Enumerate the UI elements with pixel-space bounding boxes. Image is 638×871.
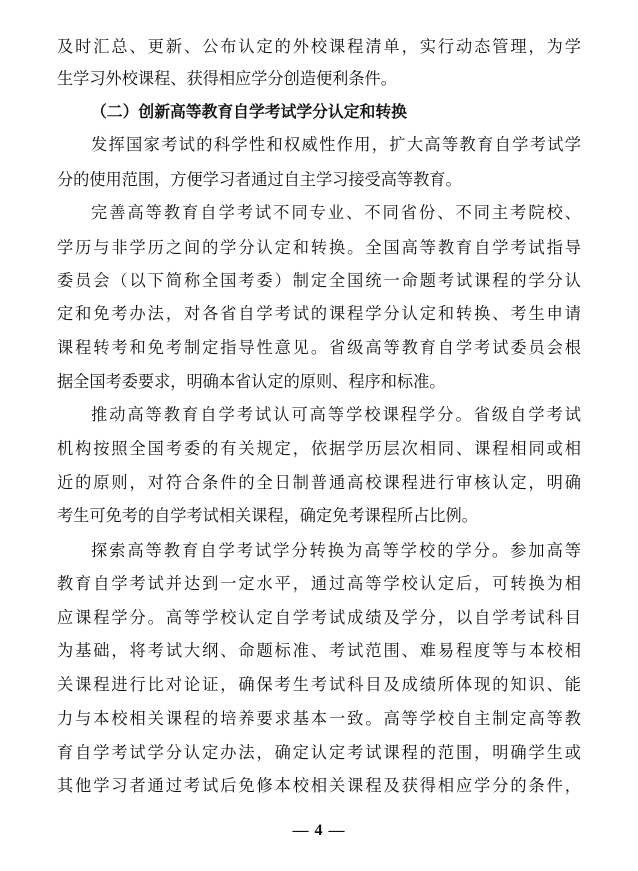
paragraph-line: 完善高等教育自学考试不同专业、不同省份、不同主考院校、 [91, 203, 581, 222]
paragraph-line: 生学习外校课程、获得相应学分创造便利条件。 [57, 69, 397, 88]
paragraph-line: 考生可免考的自学考试相关课程，确定免考课程所占比例。 [57, 506, 478, 525]
paragraph-line: 课程转考和免考制定指导性意见。省级高等教育自学考试委员会根 [57, 338, 581, 357]
paragraph-line: 近的原则，对符合条件的全日制普通高校课程进行审核认定，明确 [57, 473, 581, 492]
paragraph-line: 发挥国家考试的科学性和权威性作用，扩大高等教育自学考试学 [91, 135, 581, 154]
paragraph-line: 机构按照全国考委的有关规定，依据学历层次相同、课程相同或相 [57, 439, 581, 458]
section-heading: （二）创新高等教育自学考试学分认定和转换 [91, 102, 407, 121]
paragraph-line: 及时汇总、更新、公布认定的外校课程清单，实行动态管理，为学 [57, 37, 581, 56]
paragraph-line: 力与本校相关课程的培养要求基本一致。高等学校自主制定高等教 [57, 709, 581, 728]
paragraph-line: 分的使用范围，方便学习者通过自主学习接受高等教育。 [57, 170, 462, 189]
paragraph-line: 育自学考试学分认定办法，确定认定考试课程的范围，明确学生或 [57, 743, 581, 762]
paragraph-line: 委员会（以下简称全国考委）制定全国统一命题考试课程的学分认 [57, 271, 581, 290]
paragraph-line: 推动高等教育自学考试认可高等学校课程学分。省级自学考试 [91, 405, 581, 424]
paragraph-line: 其他学习者通过考试后免修本校相关课程及获得相应学分的条件， [57, 776, 581, 795]
paragraph-line: 学历与非学历之间的学分认定和转换。全国高等教育自学考试指导 [57, 238, 581, 257]
paragraph-line: 为基础，将考试大纲、命题标准、考试范围、难易程度等与本校相 [57, 641, 581, 660]
page-number: — 4 — [292, 822, 346, 839]
paragraph-line: 应课程学分。高等学校认定自学考试成绩及学分，以自学考试科目 [57, 608, 581, 627]
paragraph-line: 教育自学考试并达到一定水平，通过高等学校认定后，可转换为相 [57, 574, 581, 593]
paragraph-line: 探索高等教育自学考试学分转换为高等学校的学分。参加高等 [91, 541, 581, 560]
paragraph-line: 关课程进行比对论证，确保考生考试科目及成绩所体现的知识、能 [57, 675, 581, 694]
paragraph-line: 定和免考办法，对各省自学考试的课程学分认定和转换、考生申请 [57, 304, 581, 323]
paragraph-line: 据全国考委要求，明确本省认定的原则、程序和标准。 [57, 372, 446, 391]
